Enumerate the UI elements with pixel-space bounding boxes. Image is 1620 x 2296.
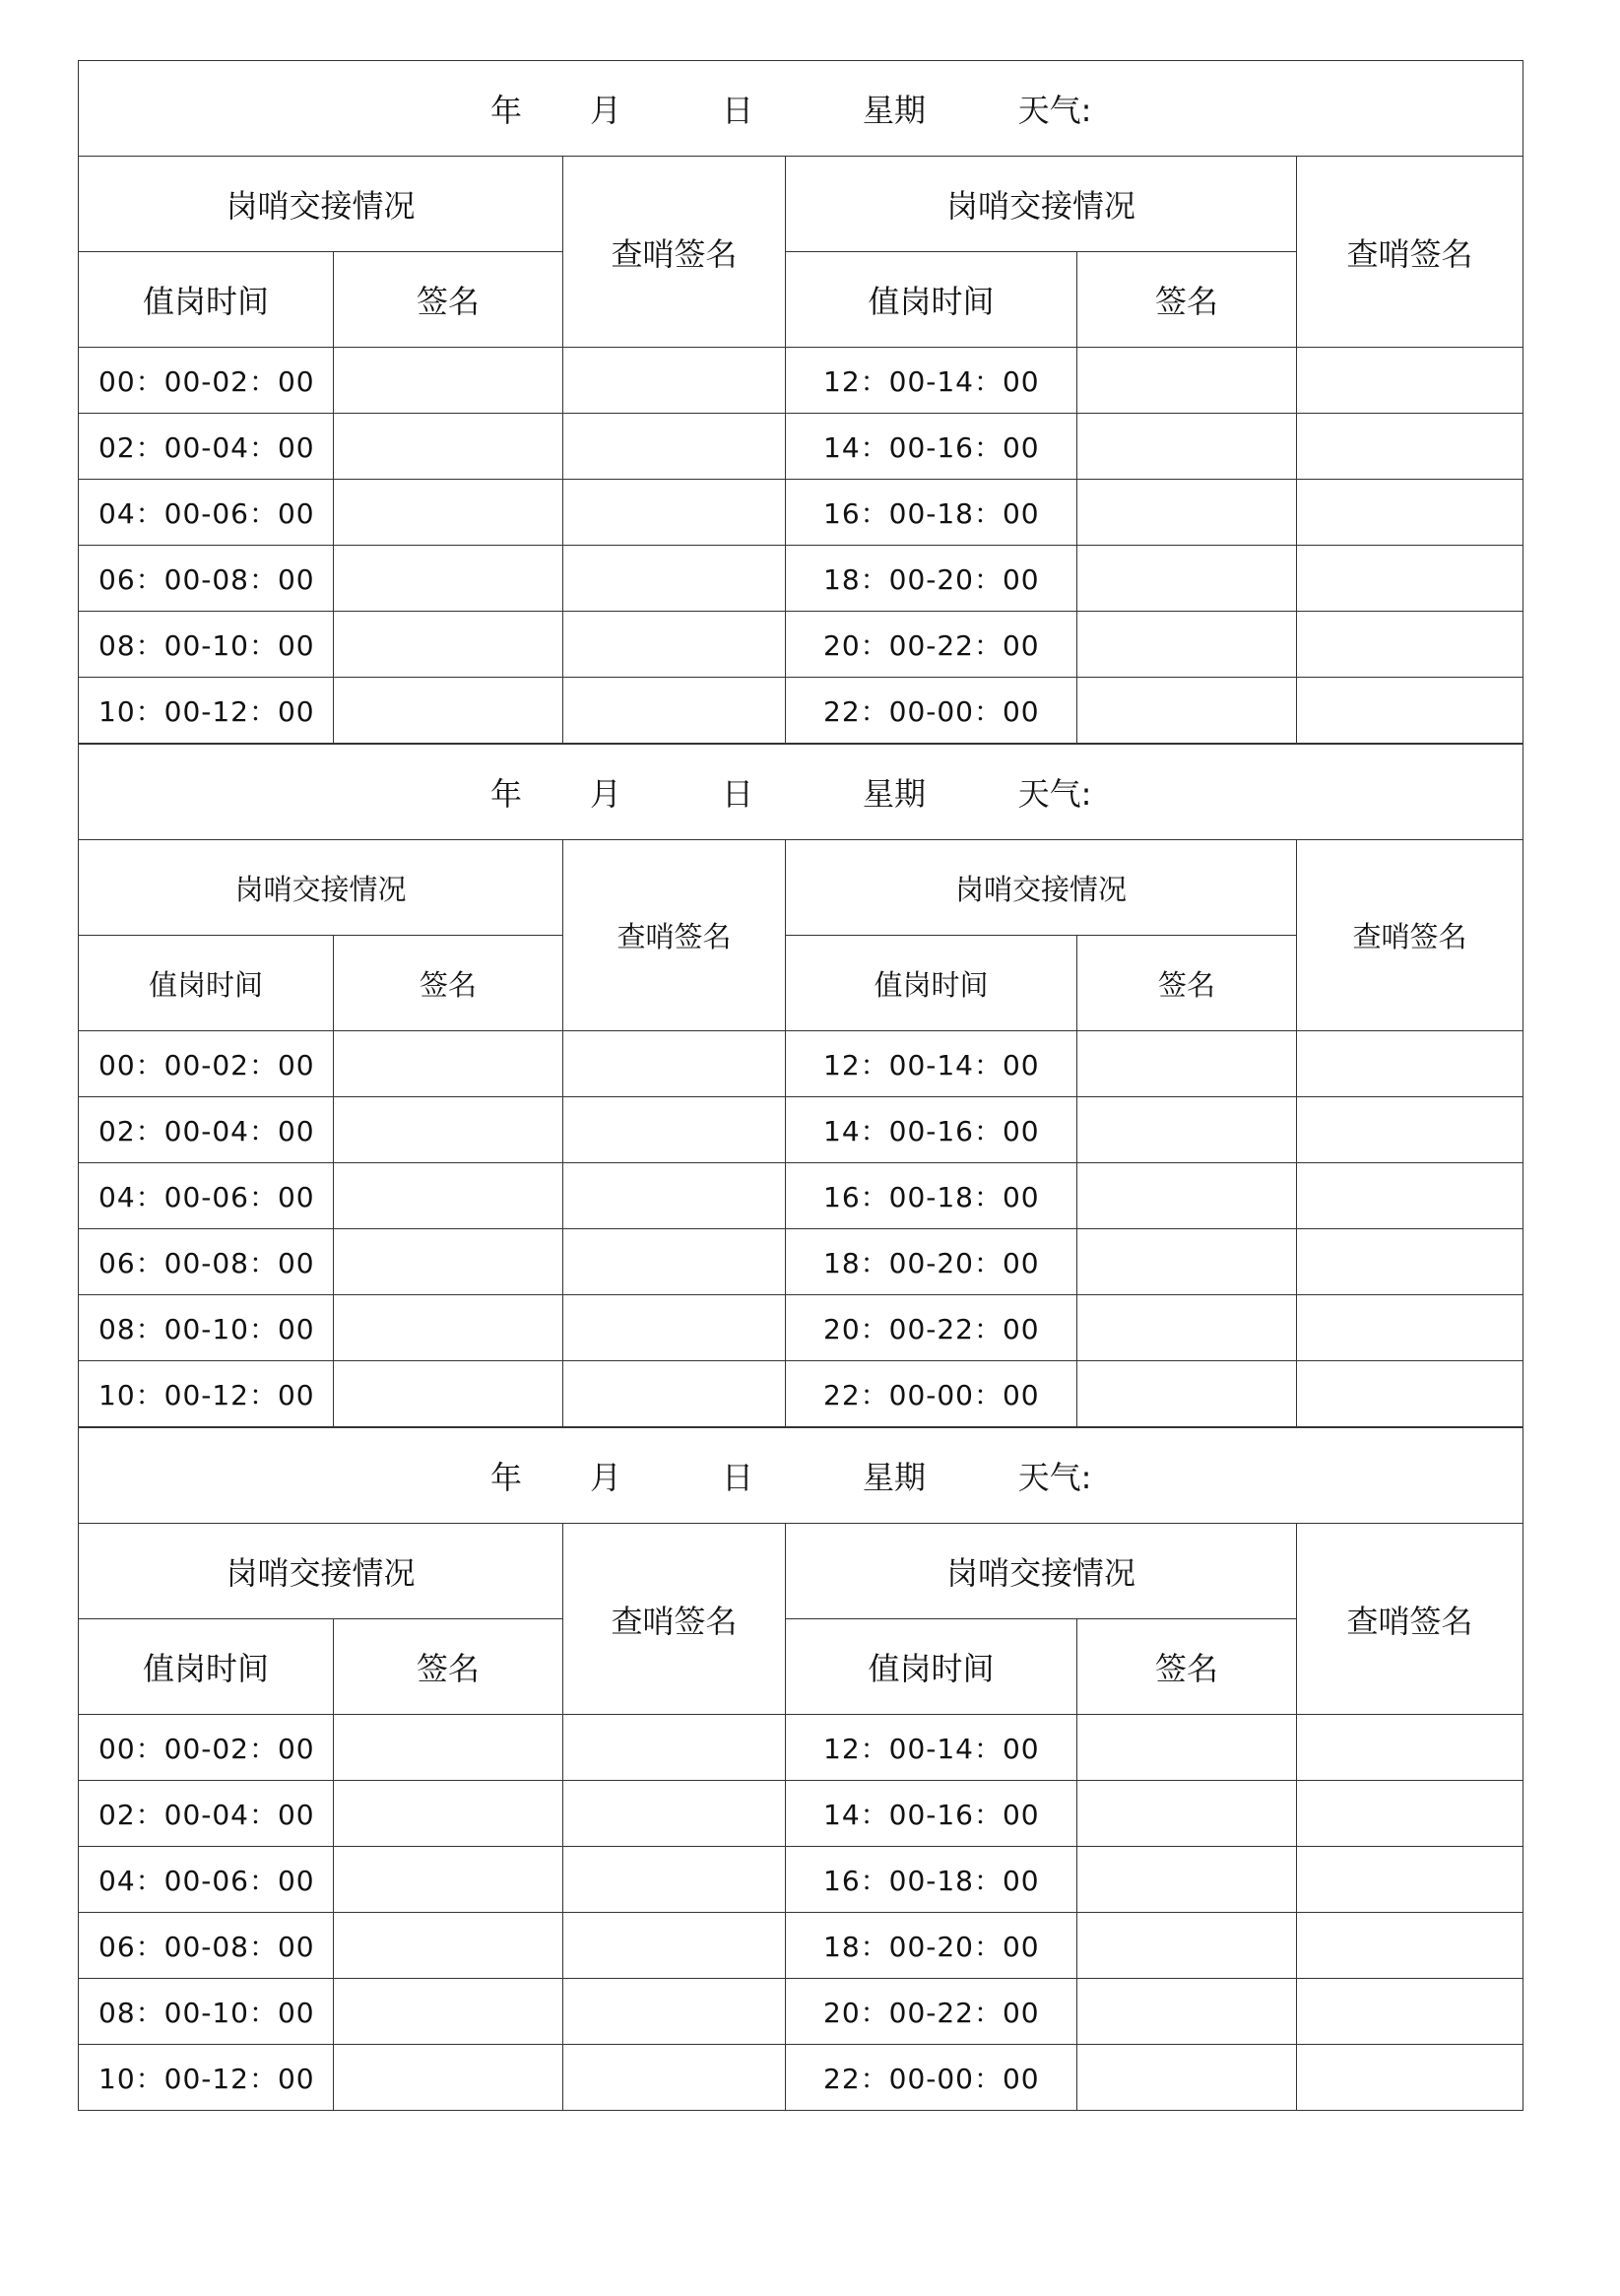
title-month: 月	[589, 92, 622, 129]
sign-cell[interactable]	[334, 1361, 563, 1427]
table-row	[79, 1913, 1523, 1979]
inspect-sign-cell[interactable]	[1297, 678, 1523, 744]
inspect-sign-cell[interactable]	[563, 1229, 786, 1295]
duty-time-cell: 22：00-00：00	[786, 2045, 1077, 2111]
table-row	[79, 678, 1523, 744]
sign-cell[interactable]	[1077, 414, 1297, 480]
title-weather: 天气:	[1017, 1459, 1092, 1496]
handover-header: 岗哨交接情况	[786, 157, 1297, 252]
duty-time-cell: 02：00-04：00	[79, 414, 334, 480]
duty-time-header: 值岗时间	[79, 936, 334, 1031]
sign-cell[interactable]	[334, 1163, 563, 1229]
duty-time-cell: 16：00-18：00	[786, 480, 1077, 546]
title-weekday: 星期	[862, 92, 927, 129]
duty-time-cell: 22：00-00：00	[786, 678, 1077, 744]
table-row	[79, 414, 1523, 480]
title-day: 日	[721, 775, 754, 813]
duty-time-cell: 02：00-04：00	[79, 1097, 334, 1163]
inspect-sign-cell[interactable]	[563, 2045, 786, 2111]
inspect-sign-cell[interactable]	[563, 1979, 786, 2045]
sign-cell[interactable]	[1077, 1847, 1297, 1913]
duty-time-cell: 16：00-18：00	[786, 1163, 1077, 1229]
duty-time-cell: 14：00-16：00	[786, 1781, 1077, 1847]
duty-time-cell: 00：00-02：00	[79, 1031, 334, 1097]
inspect-sign-cell[interactable]	[1297, 414, 1523, 480]
handover-header: 岗哨交接情况	[786, 1524, 1297, 1619]
inspect-sign-cell[interactable]	[1297, 2045, 1523, 2111]
title-day: 日	[721, 92, 754, 129]
inspect-sign-cell[interactable]	[563, 1913, 786, 1979]
inspect-sign-cell[interactable]	[1297, 1913, 1523, 1979]
duty-time-cell: 12：00-14：00	[786, 348, 1077, 414]
table-row	[79, 1097, 1523, 1163]
inspect-sign-cell[interactable]	[1297, 480, 1523, 546]
date-weather-row	[79, 61, 1523, 157]
table-row	[79, 1295, 1523, 1361]
handover-header: 岗哨交接情况	[79, 157, 563, 252]
handover-header: 岗哨交接情况	[786, 840, 1297, 936]
sign-cell[interactable]	[1077, 1031, 1297, 1097]
duty-day-block	[78, 60, 1523, 744]
duty-time-header: 值岗时间	[786, 936, 1077, 1031]
table-row	[79, 1979, 1523, 2045]
duty-time-cell: 06：00-08：00	[79, 546, 334, 612]
sign-cell[interactable]	[334, 2045, 563, 2111]
inspect-sign-cell[interactable]	[1297, 1979, 1523, 2045]
sign-cell[interactable]	[1077, 2045, 1297, 2111]
duty-time-cell: 20：00-22：00	[786, 1295, 1077, 1361]
table-row	[79, 1847, 1523, 1913]
date-weather-row	[79, 745, 1523, 840]
duty-time-cell: 18：00-20：00	[786, 546, 1077, 612]
table-row	[79, 1715, 1523, 1781]
sign-cell[interactable]	[1077, 612, 1297, 678]
table-row	[79, 2045, 1523, 2111]
sign-header: 签名	[334, 936, 563, 1031]
duty-time-cell: 00：00-02：00	[79, 1715, 334, 1781]
inspect-sign-cell[interactable]	[563, 348, 786, 414]
table-row	[79, 1031, 1523, 1097]
duty-time-cell: 12：00-14：00	[786, 1715, 1077, 1781]
sign-cell[interactable]	[1077, 1295, 1297, 1361]
inspect-sign-header: 查哨签名	[563, 840, 786, 1031]
table-row	[79, 546, 1523, 612]
sign-cell[interactable]	[1077, 1781, 1297, 1847]
inspect-sign-cell[interactable]	[563, 1031, 786, 1097]
sign-cell[interactable]	[334, 480, 563, 546]
duty-time-cell: 22：00-00：00	[786, 1361, 1077, 1427]
table-row	[79, 348, 1523, 414]
sign-cell[interactable]	[334, 546, 563, 612]
sign-cell[interactable]	[1077, 1229, 1297, 1295]
duty-time-cell: 04：00-06：00	[79, 1847, 334, 1913]
duty-time-cell: 08：00-10：00	[79, 1979, 334, 2045]
inspect-sign-cell[interactable]	[1297, 1295, 1523, 1361]
inspect-sign-cell[interactable]	[563, 414, 786, 480]
inspect-sign-cell[interactable]	[563, 1361, 786, 1427]
inspect-sign-cell[interactable]	[563, 1295, 786, 1361]
inspect-sign-cell[interactable]	[563, 1097, 786, 1163]
inspect-sign-header: 查哨签名	[1297, 840, 1523, 1031]
inspect-sign-header: 查哨签名	[563, 157, 786, 348]
title-day: 日	[721, 1459, 754, 1496]
title-weather: 天气:	[1017, 775, 1092, 813]
sign-cell[interactable]	[334, 1715, 563, 1781]
title-year: 年	[489, 775, 523, 813]
inspect-sign-cell[interactable]	[1297, 1715, 1523, 1781]
sign-cell[interactable]	[334, 678, 563, 744]
duty-time-cell: 10：00-12：00	[79, 2045, 334, 2111]
sign-header: 签名	[1077, 1619, 1297, 1715]
duty-time-cell: 04：00-06：00	[79, 480, 334, 546]
table-row	[79, 612, 1523, 678]
sign-header: 签名	[1077, 252, 1297, 348]
sign-cell[interactable]	[334, 1913, 563, 1979]
duty-time-cell: 04：00-06：00	[79, 1163, 334, 1229]
sign-cell[interactable]	[334, 1847, 563, 1913]
sign-cell[interactable]	[1077, 1913, 1297, 1979]
sign-header: 签名	[334, 252, 563, 348]
sign-cell[interactable]	[1077, 348, 1297, 414]
sign-cell[interactable]	[1077, 1715, 1297, 1781]
inspect-sign-cell[interactable]	[563, 1847, 786, 1913]
table-row	[79, 1163, 1523, 1229]
table-row	[79, 1781, 1523, 1847]
sign-cell[interactable]	[1077, 1163, 1297, 1229]
title-month: 月	[589, 1459, 622, 1496]
inspect-sign-header: 查哨签名	[1297, 1524, 1523, 1715]
duty-time-cell: 10：00-12：00	[79, 678, 334, 744]
sign-cell[interactable]	[1077, 1361, 1297, 1427]
sign-cell[interactable]	[334, 414, 563, 480]
title-year: 年	[489, 1459, 523, 1496]
table-row	[79, 1361, 1523, 1427]
duty-time-cell: 20：00-22：00	[786, 1979, 1077, 2045]
inspect-sign-cell[interactable]	[563, 1715, 786, 1781]
title-weather: 天气:	[1017, 92, 1092, 129]
sign-cell[interactable]	[334, 1229, 563, 1295]
inspect-sign-cell[interactable]	[563, 1781, 786, 1847]
sign-cell[interactable]	[334, 1097, 563, 1163]
sign-cell[interactable]	[1077, 678, 1297, 744]
sign-cell[interactable]	[334, 1295, 563, 1361]
sign-cell[interactable]	[334, 348, 563, 414]
title-year: 年	[489, 92, 523, 129]
inspect-sign-cell[interactable]	[1297, 546, 1523, 612]
date-weather-row	[79, 1428, 1523, 1524]
duty-time-header: 值岗时间	[786, 252, 1077, 348]
duty-time-header: 值岗时间	[786, 1619, 1077, 1715]
duty-time-cell: 14：00-16：00	[786, 414, 1077, 480]
inspect-sign-header: 查哨签名	[563, 1524, 786, 1715]
inspect-sign-cell[interactable]	[1297, 1229, 1523, 1295]
duty-time-cell: 06：00-08：00	[79, 1913, 334, 1979]
inspect-sign-cell[interactable]	[1297, 612, 1523, 678]
sign-cell[interactable]	[1077, 1097, 1297, 1163]
inspect-sign-header: 查哨签名	[1297, 157, 1523, 348]
duty-time-cell: 18：00-20：00	[786, 1913, 1077, 1979]
duty-time-cell: 10：00-12：00	[79, 1361, 334, 1427]
duty-time-cell: 20：00-22：00	[786, 612, 1077, 678]
sign-cell[interactable]	[1077, 546, 1297, 612]
duty-time-cell: 16：00-18：00	[786, 1847, 1077, 1913]
duty-time-cell: 02：00-04：00	[79, 1781, 334, 1847]
duty-time-cell: 08：00-10：00	[79, 612, 334, 678]
sign-cell[interactable]	[334, 1781, 563, 1847]
inspect-sign-cell[interactable]	[563, 612, 786, 678]
duty-time-header: 值岗时间	[79, 1619, 334, 1715]
duty-time-cell: 12：00-14：00	[786, 1031, 1077, 1097]
sign-cell[interactable]	[334, 1031, 563, 1097]
table-row	[79, 1229, 1523, 1295]
duty-log-sheet	[78, 60, 1523, 2111]
inspect-sign-cell[interactable]	[563, 480, 786, 546]
sign-cell[interactable]	[1077, 480, 1297, 546]
inspect-sign-cell[interactable]	[1297, 1361, 1523, 1427]
sign-header: 签名	[1077, 936, 1297, 1031]
duty-time-cell: 18：00-20：00	[786, 1229, 1077, 1295]
inspect-sign-cell[interactable]	[563, 546, 786, 612]
table-row	[79, 480, 1523, 546]
inspect-sign-cell[interactable]	[1297, 1847, 1523, 1913]
title-weekday: 星期	[862, 1459, 927, 1496]
duty-time-header: 值岗时间	[79, 252, 334, 348]
duty-day-block	[78, 744, 1523, 1427]
duty-time-cell: 14：00-16：00	[786, 1097, 1077, 1163]
handover-header: 岗哨交接情况	[79, 840, 563, 936]
sign-header: 签名	[334, 1619, 563, 1715]
sign-cell[interactable]	[334, 1979, 563, 2045]
sign-cell[interactable]	[1077, 1979, 1297, 2045]
handover-header: 岗哨交接情况	[79, 1524, 563, 1619]
title-month: 月	[589, 775, 622, 813]
duty-day-block	[78, 1427, 1523, 2111]
inspect-sign-cell[interactable]	[1297, 1163, 1523, 1229]
inspect-sign-cell[interactable]	[1297, 1781, 1523, 1847]
inspect-sign-cell[interactable]	[563, 1163, 786, 1229]
inspect-sign-cell[interactable]	[1297, 348, 1523, 414]
inspect-sign-cell[interactable]	[1297, 1097, 1523, 1163]
title-weekday: 星期	[862, 775, 927, 813]
duty-time-cell: 06：00-08：00	[79, 1229, 334, 1295]
sign-cell[interactable]	[334, 612, 563, 678]
duty-time-cell: 08：00-10：00	[79, 1295, 334, 1361]
inspect-sign-cell[interactable]	[1297, 1031, 1523, 1097]
duty-time-cell: 00：00-02：00	[79, 348, 334, 414]
inspect-sign-cell[interactable]	[563, 678, 786, 744]
